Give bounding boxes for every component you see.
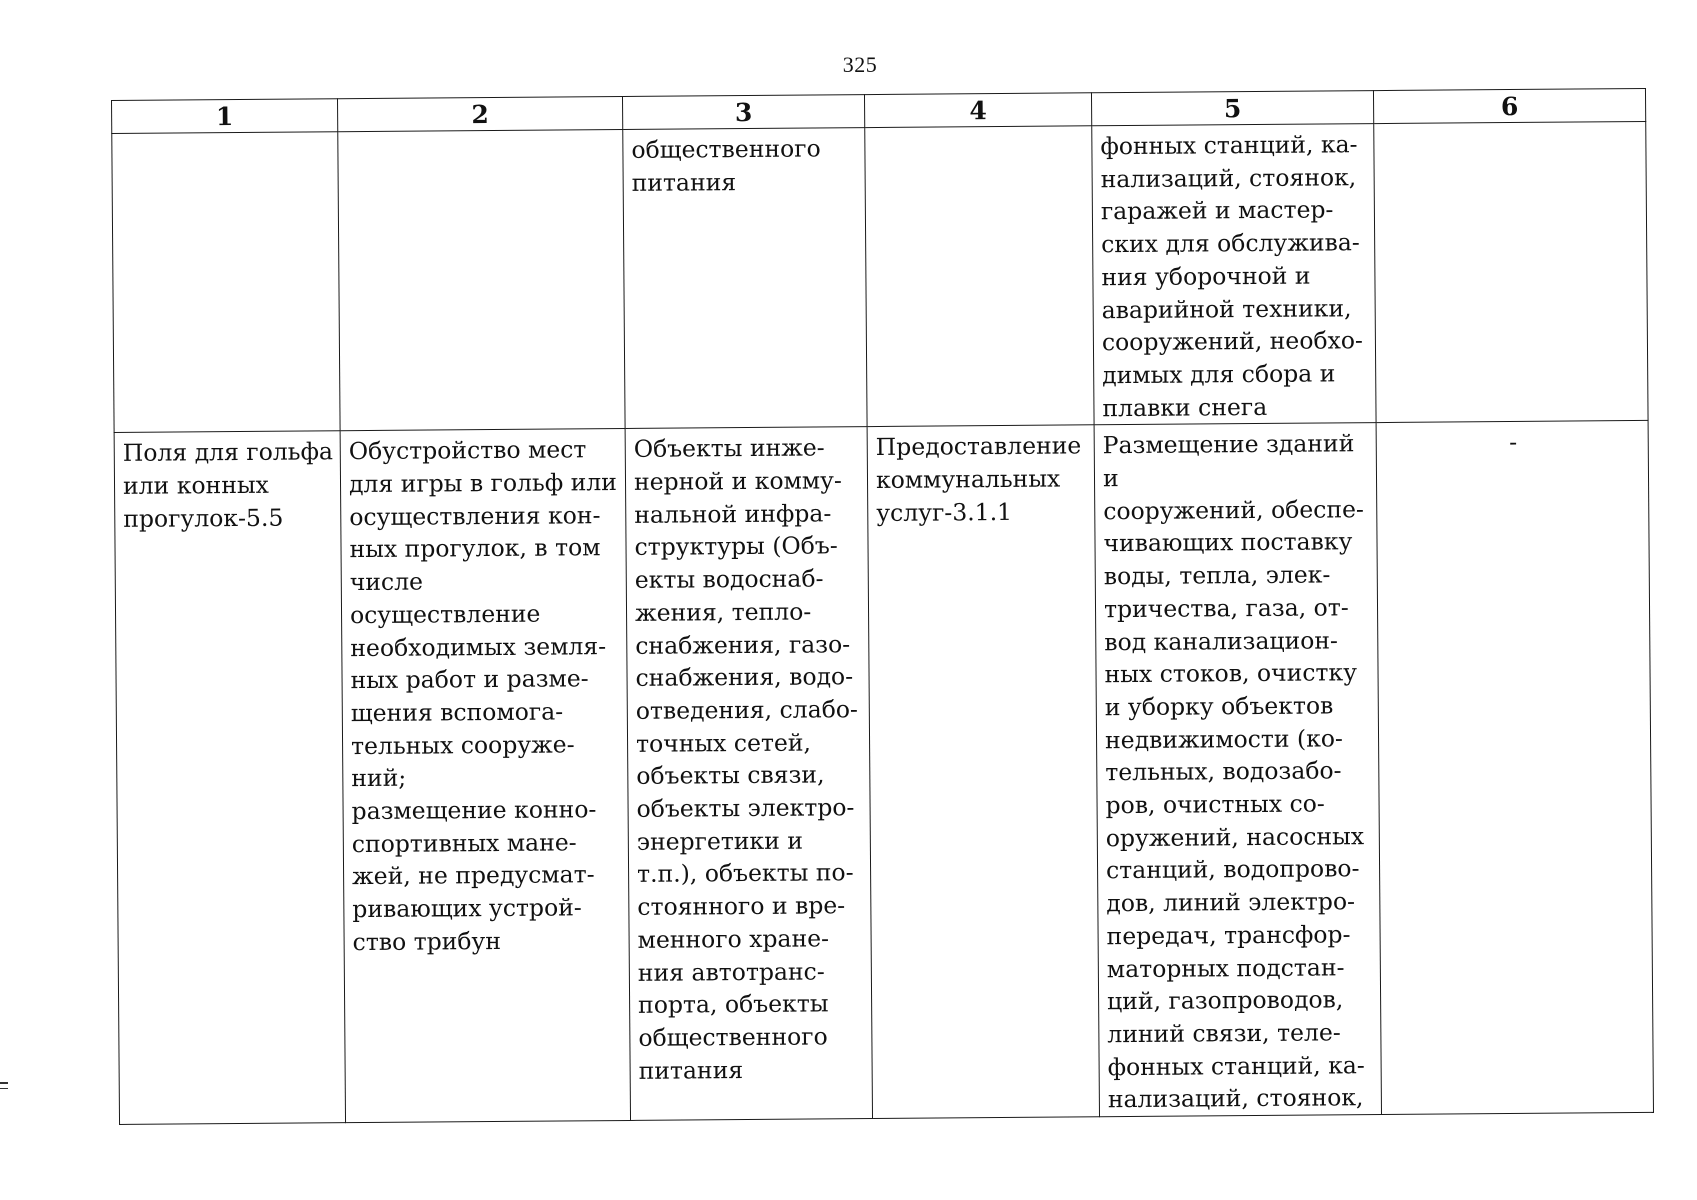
- header-col-2: 2: [337, 96, 622, 131]
- table-cell: общественного питания: [623, 128, 867, 429]
- header-col-5: 5: [1091, 91, 1373, 126]
- table-cell: [338, 129, 625, 431]
- header-col-1: 1: [112, 99, 338, 134]
- header-col-3: 3: [622, 95, 864, 130]
- land-use-type-cell: Поля для гольфа или конных прогулок-5.5: [114, 431, 345, 1125]
- auxiliary-description-cell: Размещение зданий и сооружений, обеспе- чивающих поставку воды, тепла, элек- тричества, газа, от- вод канализацион- ных стоков, очистку и уборку объектов недвижимости (ко- тельных, водозабо- ров, очистных со- оружений, насосных станций, водопрово- дов, линий электро- передач, трансфор- маторных подстан- ций, газопроводов, линий связи, теле- фонных станций, ка- нализаций, стоянок,: [1094, 423, 1381, 1117]
- table-row: [112, 121, 1648, 432]
- table-cell: фонных станций, ка- нализаций, стоянок, гаражей и мастер- ских для обслужива- ния уборочной и аварийной техники, сооружений, необхо- димых для сбора и плавки снега: [1092, 124, 1376, 426]
- margin-mark: [0, 1082, 8, 1096]
- table-container: [111, 88, 1653, 1125]
- page-number: 325: [842, 52, 878, 77]
- header-col-6: 6: [1373, 88, 1645, 123]
- table-row: [114, 421, 1653, 1125]
- notes-cell: -: [1376, 421, 1653, 1115]
- land-use-table: [111, 88, 1654, 1125]
- land-use-description-cell: Обустройство мест для игры в гольф или осуществления кон- ных прогулок, в том числе осуществление необходимых земля- ных работ и разме- щения вспомога- тельных сооруже- ний; размещение конно- спортивных мане- жей, не предусмат- ривающих устрой- ство трибун: [340, 429, 630, 1123]
- table-cell: [112, 132, 340, 433]
- header-col-4: 4: [864, 93, 1091, 128]
- auxiliary-use-cell: Предоставление коммунальных услуг-3.1.1: [867, 425, 1099, 1119]
- table-cell: [1374, 121, 1648, 422]
- permitted-objects-cell: Объекты инже- нерной и комму- нальной инфра- структуры (Объ- екты водоснаб- жения, тепло- снабжения, газо- снабжения, водо- отведения, слабо- точных сетей, объекты связи, объекты электро- энергетики и т.п.), объекты по- стоянного и вре- менного хране- ния автотранс- порта, объекты общественного питания: [625, 427, 872, 1121]
- table-cell: [865, 126, 1094, 427]
